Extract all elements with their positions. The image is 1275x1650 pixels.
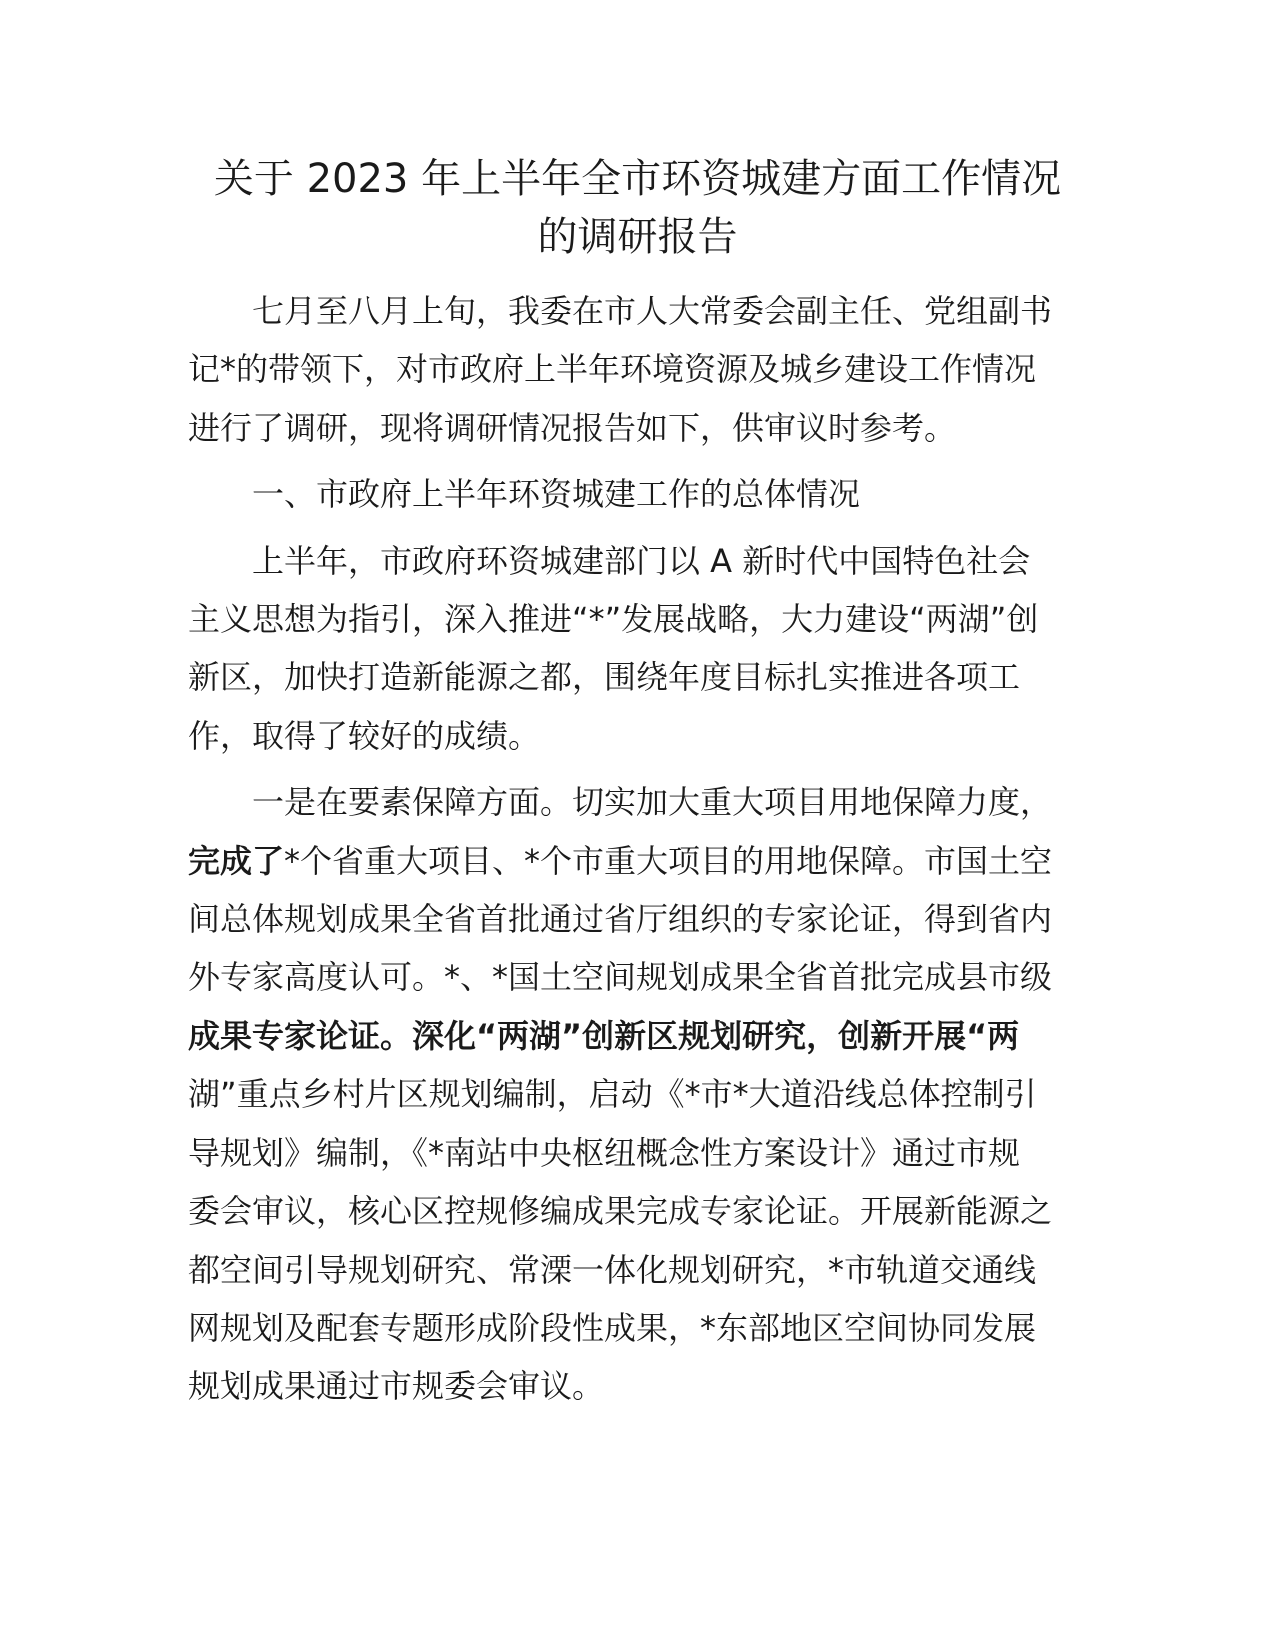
- text-line: [188, 832, 1083, 890]
- text-line: 委会审议，核心区控规修编成果完成专家论证。开展新能源之: [188, 1192, 1053, 1231]
- text-line: 一是在要素保障方面。切实加大重大项目用地保障力度，: [252, 783, 1053, 822]
- text-line: 上半年，市政府环资城建部门以 A 新时代中国特色社会: [252, 541, 1031, 580]
- text-line: 湖”重点乡村片区规划编制，启动《*市*大道沿线总体控制引: [188, 1075, 1037, 1114]
- bold-text: 完成了: [188, 841, 285, 880]
- section-heading-1: [188, 465, 1083, 523]
- text-line: 都空间引导规划研究、常溧一体化规划研究，*市轨道交通线: [188, 1250, 1037, 1289]
- text-segment: *个省重大项目、*个市重大项目的用地保障。市国土空: [284, 841, 1053, 880]
- text-line-bold: 成果专家论证。深化“两湖”创新区规划研究，创新开展“两: [188, 1016, 1020, 1055]
- text-line: 导规划》编制，《*南站中央枢纽概念性方案设计》通过市规: [188, 1133, 1021, 1172]
- title-line-1: 关于 2023 年上半年全市环资城建方面工作情况: [213, 156, 1062, 202]
- text-line: 外专家高度认可。*、*国土空间规划成果全省首批完成县市级: [188, 958, 1053, 997]
- paragraph-overview: [188, 532, 1083, 766]
- heading-text: 一、市政府上半年环资城建工作的总体情况: [252, 475, 861, 514]
- title-line-2: 的调研报告: [537, 214, 738, 260]
- paragraph-intro: [188, 282, 1083, 457]
- text-line: 七月至八月上旬，我委在市人大常委会副主任、党组副书: [252, 292, 1053, 330]
- text-line: 记*的带领下，对市政府上半年环境资源及城乡建设工作情况: [188, 350, 1037, 389]
- text-line: 进行了调研，现将调研情况报告如下，供审议时参考。: [188, 408, 957, 447]
- text-line: 作，取得了较好的成绩。: [188, 716, 541, 755]
- paragraph-factor-guarantee: [188, 773, 1083, 1415]
- text-line: 主义思想为指引，深入推进“*”发展战略，大力建设“两湖”创: [188, 600, 1039, 639]
- text-line: 新区，加快打造新能源之都，围绕年度目标扎实推进各项工: [188, 658, 1021, 697]
- text-line: 间总体规划成果全省首批通过省厅组织的专家论证，得到省内: [188, 900, 1053, 939]
- document-body: [188, 282, 1083, 1416]
- text-line: 网规划及配套专题形成阶段性成果，*东部地区空间协同发展: [188, 1308, 1037, 1347]
- document-title: [150, 150, 1125, 266]
- text-line: 规划成果通过市规委会审议。: [188, 1367, 605, 1406]
